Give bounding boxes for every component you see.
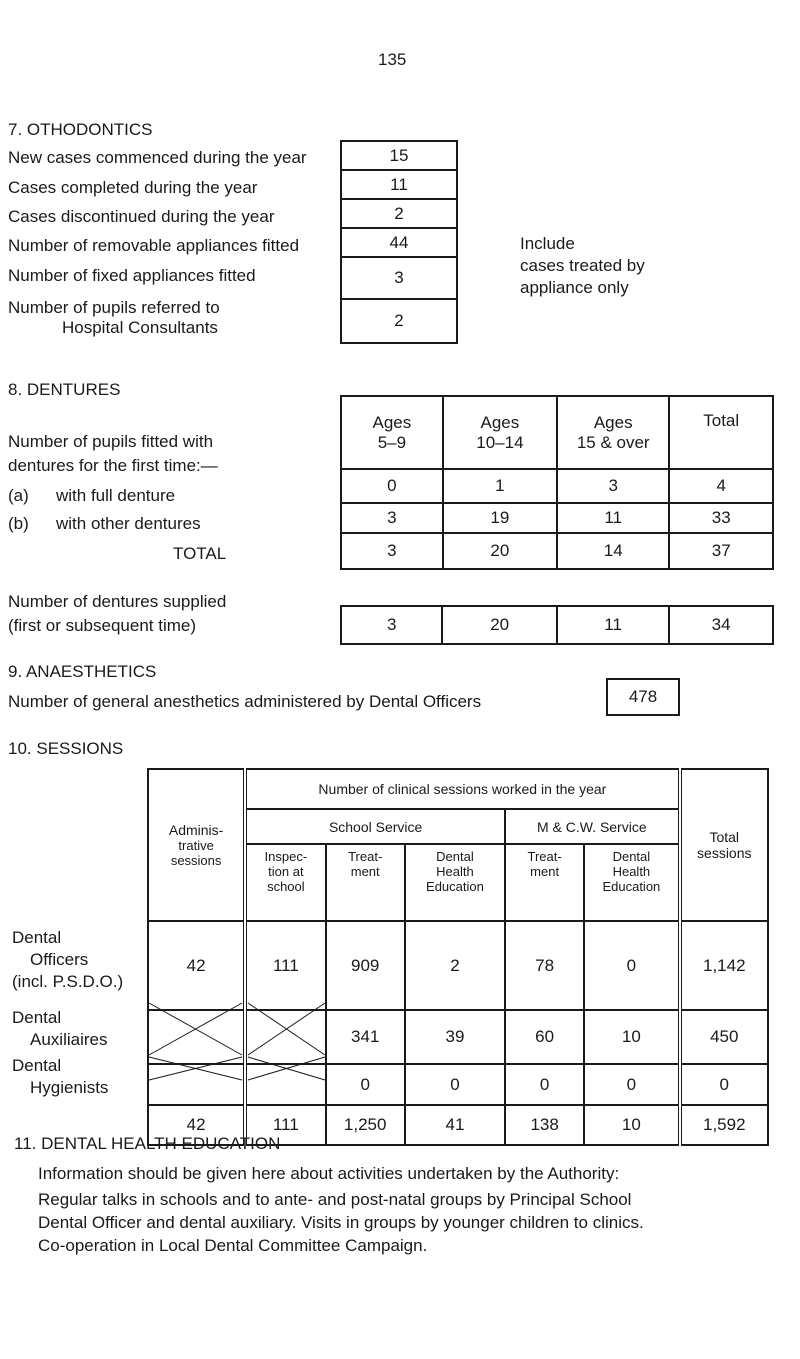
ortho-label: Number of fixed appliances fitted — [8, 266, 256, 285]
dentures-cell: 14 — [557, 533, 669, 569]
dentures-total-label: TOTAL — [173, 544, 227, 563]
dentures-cell: 19 — [443, 503, 557, 533]
sessions-header-total: Total sessions — [680, 769, 768, 921]
health-education-text: Dental Officer and dental auxiliary. Visits in groups by younger children to clinics. — [38, 1213, 644, 1232]
dentures-row-marker: (b) — [8, 514, 29, 533]
ortho-note: cases treated by — [520, 256, 645, 275]
sessions-cell: 2 — [405, 921, 505, 1010]
ortho-note: Include — [520, 234, 575, 253]
dentures-header: Ages 15 & over — [557, 396, 669, 469]
sessions-cell: 909 — [326, 921, 405, 1010]
dentures-cell: 0 — [341, 469, 443, 503]
anaesthetics-label: Number of general anesthetics administered by Dental Officers — [8, 692, 482, 711]
dentures-cell: 11 — [557, 503, 669, 533]
ortho-values-table — [340, 140, 458, 344]
sessions-cell: 138 — [505, 1105, 584, 1145]
sessions-subheader: Treat- ment — [505, 844, 584, 921]
section-title-orthodontics: 7. OTHODONTICS — [8, 120, 153, 139]
sessions-cell: 1,592 — [680, 1105, 768, 1145]
dentures-cell: 4 — [669, 469, 773, 503]
ortho-value: 2 — [341, 199, 457, 228]
ortho-value: 3 — [341, 257, 457, 299]
page-number: 135 — [378, 50, 407, 69]
dentures-supplied-cell: 3 — [341, 606, 442, 644]
dentures-supplied-table — [340, 605, 774, 645]
dentures-supplied-label: Number of dentures supplied — [8, 592, 227, 611]
sessions-cell: 111 — [245, 1105, 325, 1145]
cross-out-marks — [147, 1001, 327, 1082]
sessions-row-label: Officers — [30, 950, 89, 969]
sessions-row-label: Dental — [12, 1008, 62, 1027]
sessions-cell: 111 — [245, 921, 325, 1010]
sessions-cell: 1,250 — [326, 1105, 405, 1145]
dentures-supplied-cell: 34 — [669, 606, 773, 644]
section-title-anaesthetics: 9. ANAESTHETICS — [8, 662, 157, 681]
ortho-label: Cases discontinued during the year — [8, 207, 275, 226]
dentures-supplied-label: (first or subsequent time) — [8, 616, 197, 635]
dentures-header: Ages 10–14 — [443, 396, 557, 469]
dentures-header: Total — [669, 396, 773, 469]
sessions-cell: 42 — [148, 921, 245, 1010]
ortho-label: Number of pupils referred to — [8, 298, 220, 317]
dentures-cell: 33 — [669, 503, 773, 533]
ortho-value: 11 — [341, 170, 457, 199]
dentures-row-label: with full denture — [56, 486, 176, 505]
sessions-subheader: Dental Health Education — [584, 844, 679, 921]
section-title-health-education: 11. DENTAL HEALTH EDUCATION — [14, 1134, 281, 1153]
health-education-text: Co-operation in Local Dental Committee Campaign. — [38, 1236, 428, 1255]
sessions-subheader: Treat- ment — [326, 844, 405, 921]
sessions-cell: 78 — [505, 921, 584, 1010]
sessions-header-school: School Service — [245, 809, 505, 844]
sessions-cell: 0 — [326, 1064, 405, 1105]
sessions-cell: 60 — [505, 1010, 584, 1064]
sessions-header-admin: Adminis- trative sessions — [148, 769, 245, 921]
ortho-value: 15 — [341, 141, 457, 170]
ortho-label: New cases commenced during the year — [8, 148, 307, 167]
dentures-cell: 20 — [443, 533, 557, 569]
sessions-cell: 0 — [680, 1064, 768, 1105]
sessions-cell: 341 — [326, 1010, 405, 1064]
sessions-cell: 0 — [505, 1064, 584, 1105]
sessions-cell: 0 — [584, 921, 679, 1010]
dentures-row-marker: (a) — [8, 486, 29, 505]
dentures-table — [340, 395, 774, 570]
sessions-header-mcw: M & C.W. Service — [505, 809, 679, 844]
sessions-cell: 0 — [584, 1064, 679, 1105]
dentures-cell: 3 — [341, 503, 443, 533]
dentures-cell: 1 — [443, 469, 557, 503]
dentures-intro: dentures for the first time:— — [8, 456, 218, 475]
ortho-note: appliance only — [520, 278, 629, 297]
dentures-cell: 3 — [557, 469, 669, 503]
sessions-cell: 1,142 — [680, 921, 768, 1010]
ortho-label: Number of removable appliances fitted — [8, 236, 300, 255]
ortho-value: 44 — [341, 228, 457, 257]
sessions-row-label: Dental — [12, 928, 62, 947]
sessions-row-label: Hygienists — [30, 1078, 109, 1097]
sessions-row — [148, 921, 768, 1010]
sessions-subheader: Inspec- tion at school — [245, 844, 325, 921]
anaesthetics-value: 478 — [606, 678, 680, 716]
sessions-cell: 10 — [584, 1105, 679, 1145]
dentures-cell: 37 — [669, 533, 773, 569]
dentures-cell: 3 — [341, 533, 443, 569]
sessions-row-label: Auxiliaires — [30, 1030, 108, 1049]
sessions-cell: 450 — [680, 1010, 768, 1064]
health-education-intro: Information should be given here about activities undertaken by the Authority: — [38, 1164, 620, 1183]
sessions-table — [147, 768, 769, 1146]
section-title-sessions: 10. SESSIONS — [8, 739, 124, 758]
ortho-label: Cases completed during the year — [8, 178, 258, 197]
sessions-subheader: Dental Health Education — [405, 844, 505, 921]
dentures-supplied-cell: 20 — [442, 606, 556, 644]
sessions-row-label: Dental — [12, 1056, 62, 1075]
sessions-cell: 0 — [405, 1064, 505, 1105]
dentures-supplied-cell: 11 — [557, 606, 669, 644]
dentures-row-label: with other dentures — [56, 514, 201, 533]
ortho-value: 2 — [341, 299, 457, 343]
sessions-header-group: Number of clinical sessions worked in the year — [245, 769, 679, 809]
sessions-cell: 10 — [584, 1010, 679, 1064]
health-education-text: Regular talks in schools and to ante- and post-natal groups by Principal School — [38, 1190, 632, 1209]
sessions-cell: 41 — [405, 1105, 505, 1145]
section-title-dentures: 8. DENTURES — [8, 380, 121, 399]
ortho-label: Hospital Consultants — [62, 318, 218, 337]
dentures-intro: Number of pupils fitted with — [8, 432, 214, 451]
dentures-header: Ages 5–9 — [341, 396, 443, 469]
sessions-cell: 39 — [405, 1010, 505, 1064]
sessions-cell: 42 — [148, 1105, 245, 1145]
sessions-row-label: (incl. P.S.D.O.) — [12, 972, 124, 991]
